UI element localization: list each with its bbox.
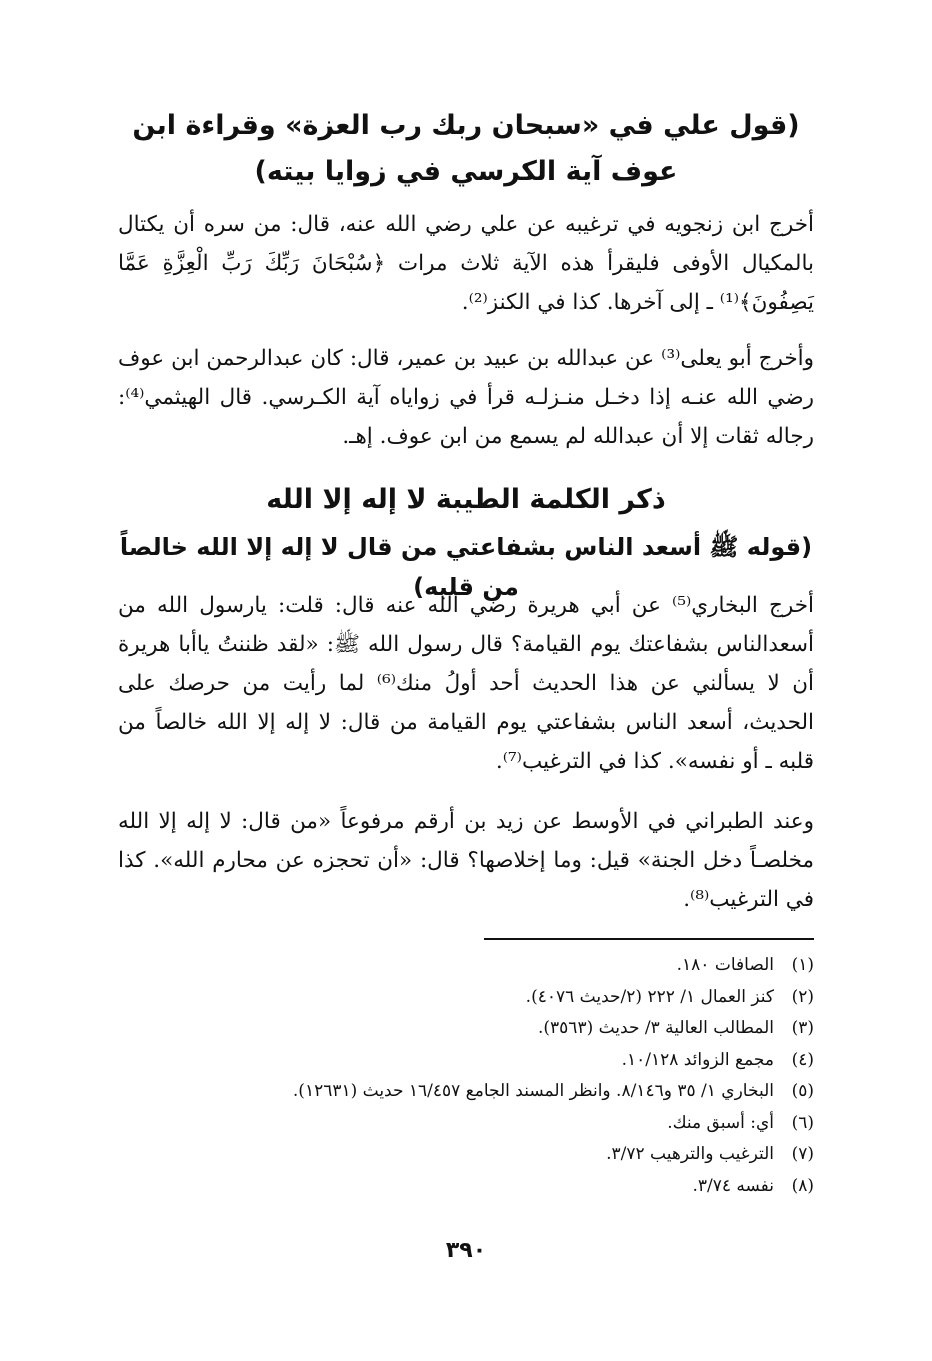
footnote-text: المطالب العالية ٣/ حديث (٣٥٦٣). — [538, 1018, 774, 1038]
footnote-text: البخاري ١/ ٣٥ و٨/١٤٦. وانظر المسند الجامع ١٦/٤٥٧ حديث (١٢٦٣١). — [292, 1081, 774, 1101]
footnote-number: (٣) — [791, 1018, 814, 1038]
paragraph-abu-yala: وأخرج أبو يعلى⁽³⁾ عن عبدالله بن عبيد بن عمير، قال: كان عبدالرحمن ابن عوف رضي الله عنـه إذا دخـل منـزلـه قرأ في زواياه آية الكـرسي. قال الهيثمي⁽⁴⁾: رجاله ثقات إلا أن عبدالله لم يسمع من ابن عوف. إهـ. — [118, 346, 814, 449]
footnote-item — [118, 1076, 814, 1108]
footnote-number: (٢) — [791, 986, 814, 1007]
section-heading-ali: (قول علي في «سبحان ربك رب العزة» وقراءة ابن عوف آية الكرسي في زوايا بيته) — [132, 110, 800, 187]
footnote-text: الترغيب والترهيب ٣/٧٢. — [606, 1144, 774, 1164]
footnote-item — [118, 1108, 814, 1140]
footnote-number: (١) — [791, 955, 814, 975]
footnote-number: (٧) — [791, 1144, 814, 1164]
footnote-text: الصافات ١٨٠. — [676, 955, 774, 975]
footnote-item — [118, 1013, 814, 1045]
footnote-number: (٥) — [791, 1081, 814, 1101]
page-number: ٣٩٠ — [445, 1238, 487, 1263]
footnote-text: كنز العمال ١/ ٢٢٢ (٢/حديث ٤٠٧٦). — [525, 986, 774, 1007]
footnote-number: (٤) — [791, 1049, 814, 1070]
footnote-item — [118, 950, 814, 982]
footnote-divider — [484, 938, 814, 940]
paragraph-tabarani: وعند الطبراني في الأوسط عن زيد بن أرقم مرفوعاً «من قال: لا إله إلا الله مخلصـاً دخل الجنة» قيل: وما إخلاصها؟ قال: «أن تحجزه عن محارم الله». كذا في الترغيب⁽⁸⁾. — [118, 809, 814, 912]
chapter-title: ذكر الكلمة الطيبة لا إله إلا الله — [266, 484, 666, 515]
footnote-item — [118, 982, 814, 1014]
paragraph-bukhari: أخرج البخاري⁽⁵⁾ عن أبي هريرة رضي الله عنه قال: قلت: يارسول الله من أسعدالناس بشفاعتك يوم القيامة؟ قال رسول الله ﷺ: «لقد ظننتُ ياأبا هريرة أن لا يسألني عن هذا الحديث أحد أولُ منك⁽⁶⁾ لما رأيت من حرصك على الحديث، أسعد الناس بشفاعتي يوم القيامة من قال: لا إله إلا الله خالصاً من قلبه ـ أو نفسه». كذا في الترغيب⁽⁷⁾. — [118, 593, 814, 774]
footnote-text: مجمع الزوائد ١٠/١٢٨. — [621, 1049, 774, 1070]
footnote-text: أي: أسبق منك. — [667, 1112, 774, 1133]
footnotes-list — [118, 950, 814, 1202]
footnote-number: (٨) — [791, 1175, 814, 1196]
footnote-number: (٦) — [791, 1112, 814, 1133]
section-subheading-shafaa: (قوله ﷺ أسعد الناس بشفاعتي من قال لا إله إلا الله خالصاً من قلبه) — [119, 533, 813, 601]
footnote-item — [118, 1171, 814, 1203]
footnote-text: نفسه ٣/٧٤. — [692, 1175, 774, 1196]
footnote-item — [118, 1045, 814, 1077]
footnote-item — [118, 1139, 814, 1171]
paragraph-ibn-zanjawayh: أخرج ابن زنجويه في ترغيبه عن علي رضي الله عنه، قال: من سره أن يكتال بالمكيال الأوفى فليقرأ هذه الآية ثلاث مرات ﴿سُبْحَانَ رَبِّكَ رَبِّ الْعِزَّةِ عَمَّا يَصِفُونَ﴾⁽¹⁾ ـ إلى آخرها. كذا في الكنز⁽²⁾. — [118, 212, 814, 315]
